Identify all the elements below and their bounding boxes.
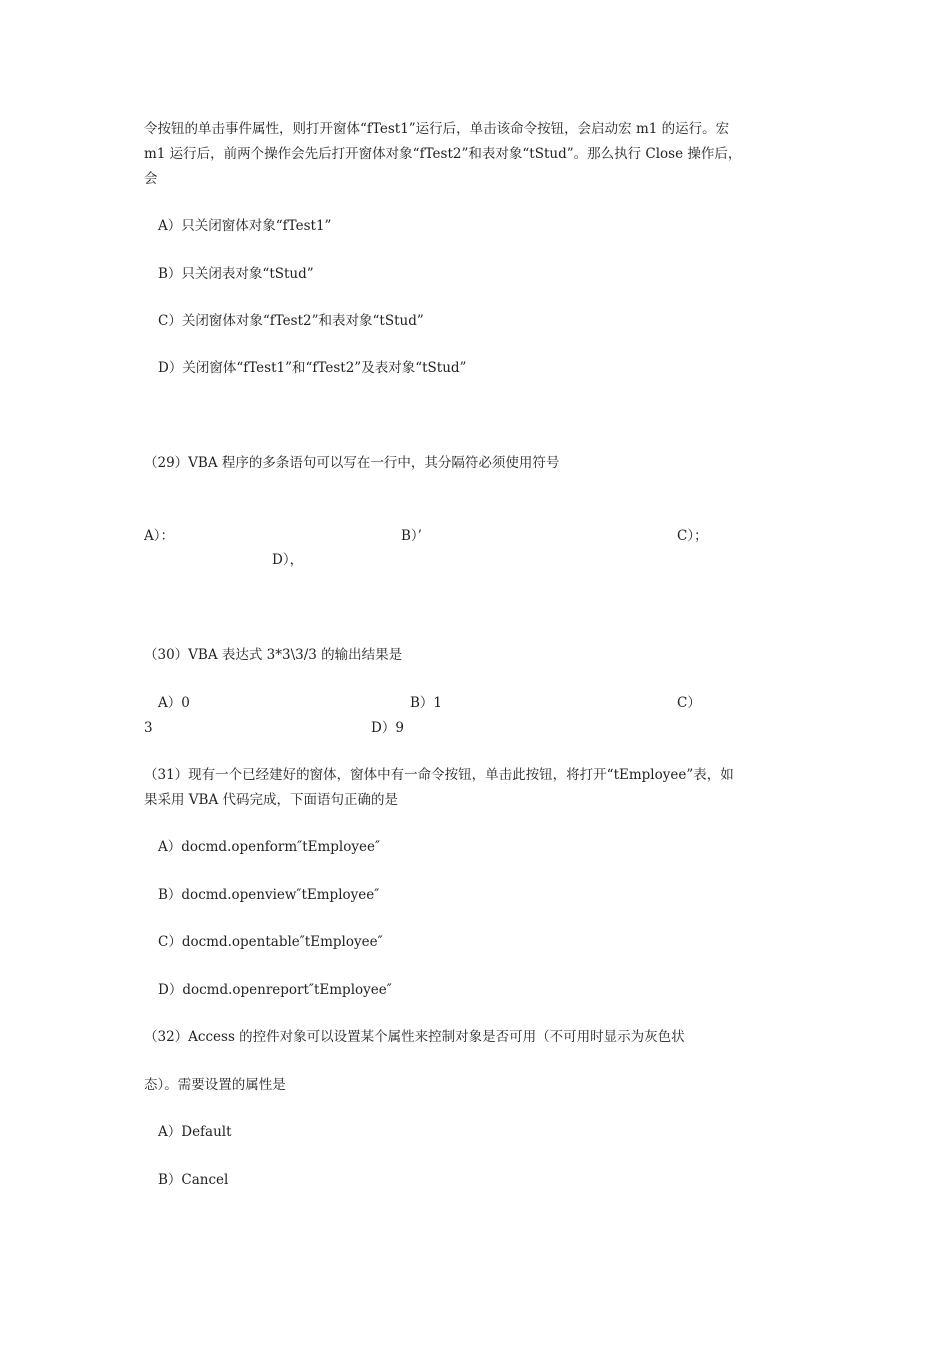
q28-stem-line-1: 令按钮的单击事件属性，则打开窗体“fTest1”运行后，单击该命令按钮，会启动宏 m1 的运行。宏 bbox=[144, 121, 730, 137]
q29-option-d: D）， bbox=[272, 552, 304, 568]
q30-option-c: C） bbox=[677, 695, 701, 711]
q28-option-c: C）关闭窗体对象“fTest2”和表对象“tStud” bbox=[158, 313, 424, 329]
q29-option-c: C）； bbox=[677, 528, 708, 544]
q30-option-a: A）0 bbox=[158, 695, 190, 711]
q32-option-b: B）Cancel bbox=[158, 1172, 229, 1188]
q29-stem: （29）VBA 程序的多条语句可以写在一行中，其分隔符必须使用符号 bbox=[144, 455, 560, 471]
q28-option-d: D）关闭窗体“fTest1”和“fTest2”及表对象“tStud” bbox=[158, 360, 467, 376]
q30-stem: （30）VBA 表达式 3*3\3/3 的输出结果是 bbox=[144, 647, 403, 663]
q29-option-a: A）： bbox=[144, 528, 174, 544]
q31-stem-line-1: （31）现有一个已经建好的窗体，窗体中有一命令按钮，单击此按钮，将打开“tEmployee”表，如 bbox=[144, 767, 734, 783]
q29-option-b: B）’ bbox=[401, 528, 422, 544]
q32-option-a: A）Default bbox=[158, 1124, 232, 1140]
q28-option-b: B）只关闭表对象“tStud” bbox=[158, 266, 314, 282]
q31-option-d: D）docmd.openreport″tEmployee″ bbox=[158, 982, 392, 998]
q31-stem-line-2: 果采用 VBA 代码完成，下面语句正确的是 bbox=[144, 792, 399, 808]
q28-option-a: A）只关闭窗体对象“fTest1” bbox=[158, 218, 332, 234]
q31-option-b: B）docmd.openview″tEmployee″ bbox=[158, 887, 380, 903]
q32-stem-line-2: 态）。需要设置的属性是 bbox=[144, 1077, 286, 1093]
q30-option-c-value: 3 bbox=[144, 720, 153, 736]
q31-option-a: A）docmd.openform″tEmployee″ bbox=[158, 839, 381, 855]
q30-option-b: B）1 bbox=[410, 695, 443, 711]
q28-stem-line-3: 会 bbox=[144, 171, 158, 187]
q28-stem-line-2: m1 运行后，前两个操作会先后打开窗体对象“fTest2”和表对象“tStud”。那么执行 Close 操作后， bbox=[144, 146, 742, 162]
q32-stem-line-1: （32）Access 的控件对象可以设置某个属性来控制对象是否可用（不可用时显示为灰色状 bbox=[144, 1029, 685, 1045]
q30-option-d: D）9 bbox=[371, 720, 404, 736]
q31-option-c: C）docmd.opentable″tEmployee″ bbox=[158, 934, 383, 950]
